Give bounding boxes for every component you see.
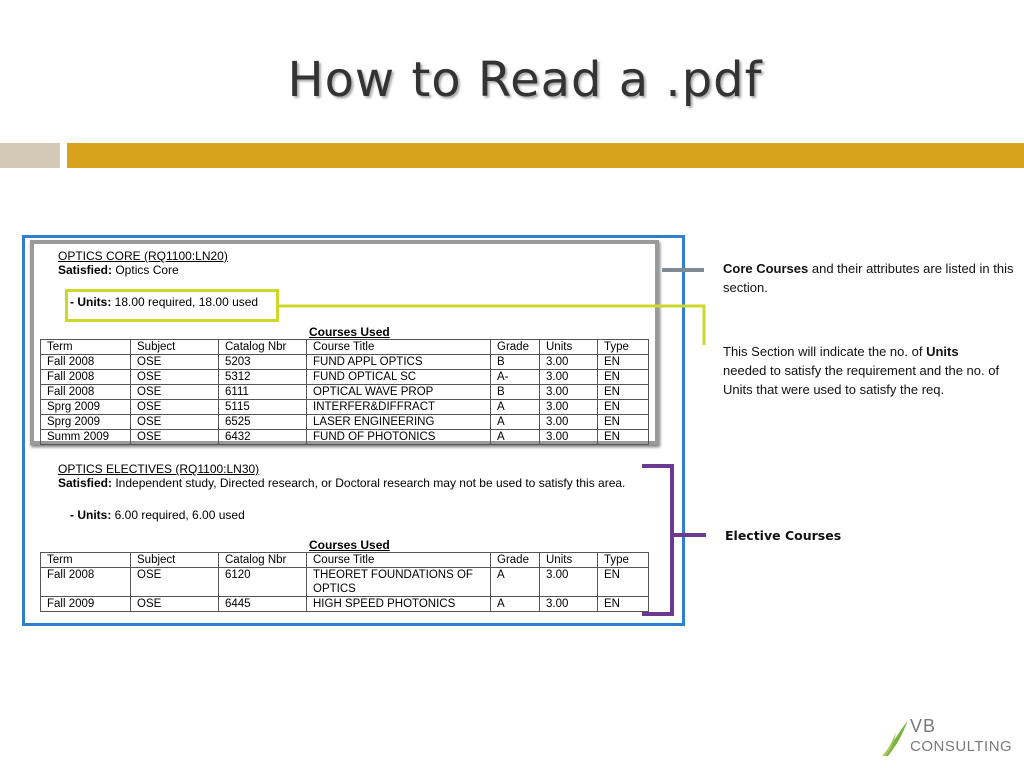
table-cell: EN — [598, 568, 649, 597]
logo-text-consulting: CONSULTING — [910, 738, 1013, 755]
electives-satisfied-label: Satisfied: — [58, 476, 113, 490]
core-satisfied-label: Satisfied: — [58, 263, 113, 277]
table-cell: Sprg 2009 — [41, 400, 131, 415]
table-cell: 5115 — [219, 400, 307, 415]
units-note-post: needed to satisfy the requirement and the no. of Units that were used to satisfy the req. — [723, 363, 1000, 397]
table-cell: OSE — [131, 370, 219, 385]
units-note — [723, 342, 1003, 399]
table-cell: EN — [598, 400, 649, 415]
table-cell: Fall 2008 — [41, 568, 131, 597]
table-cell: B — [491, 355, 540, 370]
table-cell: 5312 — [219, 370, 307, 385]
core-satisfied-text: Optics Core — [112, 263, 179, 277]
core-courses-note — [723, 259, 1018, 297]
table-cell: FUND APPL OPTICS — [307, 355, 491, 370]
table-cell: A- — [491, 370, 540, 385]
table-cell: FUND OF PHOTONICS — [307, 430, 491, 445]
core-note-text: and their attributes are listed in this section. — [723, 261, 1014, 295]
table-cell: 3.00 — [540, 597, 598, 612]
table-cell: OSE — [131, 430, 219, 445]
table-cell: 3.00 — [540, 385, 598, 400]
table-cell: Sprg 2009 — [41, 415, 131, 430]
units-note-bold: Units — [926, 344, 959, 359]
table-cell: A — [491, 597, 540, 612]
table-cell: FUND OPTICAL SC — [307, 370, 491, 385]
core-units-text: 18.00 required, 18.00 used — [111, 295, 259, 309]
table-cell: HIGH SPEED PHOTONICS — [307, 597, 491, 612]
table-cell: THEORET FOUNDATIONS OF OPTICS — [307, 568, 491, 597]
table-cell: OSE — [131, 415, 219, 430]
table-cell: B — [491, 385, 540, 400]
table-cell: OSE — [131, 400, 219, 415]
electives-heading: OPTICS ELECTIVES (RQ1100:LN30) — [58, 462, 260, 476]
column-header: Course Title — [307, 340, 491, 355]
core-heading: OPTICS CORE (RQ1100:LN20) — [58, 249, 228, 263]
column-header: Type — [598, 340, 649, 355]
table-cell: 5203 — [219, 355, 307, 370]
core-courses-used: Courses Used — [309, 325, 390, 339]
table-cell: A — [491, 415, 540, 430]
table-cell: OSE — [131, 355, 219, 370]
core-units-label: - Units: — [70, 295, 112, 309]
column-header: Catalog Nbr — [219, 553, 307, 568]
table-cell: LASER ENGINEERING — [307, 415, 491, 430]
column-header: Subject — [131, 340, 219, 355]
table-cell: 6432 — [219, 430, 307, 445]
table-cell: Fall 2009 — [41, 597, 131, 612]
table-cell: 6120 — [219, 568, 307, 597]
electives-units-label: - Units: — [70, 508, 112, 522]
table-cell: 3.00 — [540, 355, 598, 370]
table-cell: EN — [598, 355, 649, 370]
table-cell: 3.00 — [540, 415, 598, 430]
units-connector-line — [279, 306, 704, 345]
table-cell: 3.00 — [540, 400, 598, 415]
table-cell: EN — [598, 385, 649, 400]
table-cell: Fall 2008 — [41, 355, 131, 370]
table-cell: A — [491, 400, 540, 415]
column-header: Grade — [491, 553, 540, 568]
table-cell: 6111 — [219, 385, 307, 400]
column-header: Grade — [491, 340, 540, 355]
table-cell: EN — [598, 415, 649, 430]
column-header: Term — [41, 340, 131, 355]
core-note-bold: Core Courses — [723, 261, 809, 276]
table-cell: Fall 2008 — [41, 385, 131, 400]
table-cell: EN — [598, 597, 649, 612]
electives-courses-used: Courses Used — [309, 538, 390, 552]
units-note-pre: This Section will indicate the no. of — [723, 344, 927, 359]
table-cell: A — [491, 568, 540, 597]
column-header: Catalog Nbr — [219, 340, 307, 355]
electives-bracket — [642, 466, 672, 614]
table-cell: 3.00 — [540, 568, 598, 597]
column-header: Type — [598, 553, 649, 568]
table-cell: OSE — [131, 385, 219, 400]
column-header: Term — [41, 553, 131, 568]
table-cell: 6525 — [219, 415, 307, 430]
table-cell: 3.00 — [540, 430, 598, 445]
table-cell: Summ 2009 — [41, 430, 131, 445]
table-cell: OSE — [131, 568, 219, 597]
column-header: Units — [540, 553, 598, 568]
electives-satisfied-text: Independent study, Directed research, or Doctoral research may not be used to satisfy this area. — [112, 476, 626, 490]
table-cell: OSE — [131, 597, 219, 612]
column-header: Subject — [131, 553, 219, 568]
table-cell: EN — [598, 430, 649, 445]
table-cell: 3.00 — [540, 370, 598, 385]
column-header: Units — [540, 340, 598, 355]
table-cell: 6445 — [219, 597, 307, 612]
table-cell: OPTICAL WAVE PROP — [307, 385, 491, 400]
table-cell: Fall 2008 — [41, 370, 131, 385]
table-cell: EN — [598, 370, 649, 385]
logo-text-vb: VB — [910, 716, 937, 736]
column-header: Course Title — [307, 553, 491, 568]
slide-title: How to Read a .pdf — [287, 52, 763, 108]
table-cell: INTERFER&DIFFRACT — [307, 400, 491, 415]
table-cell: A — [491, 430, 540, 445]
electives-note: Elective Courses — [725, 528, 842, 543]
electives-units-text: 6.00 required, 6.00 used — [111, 508, 245, 522]
